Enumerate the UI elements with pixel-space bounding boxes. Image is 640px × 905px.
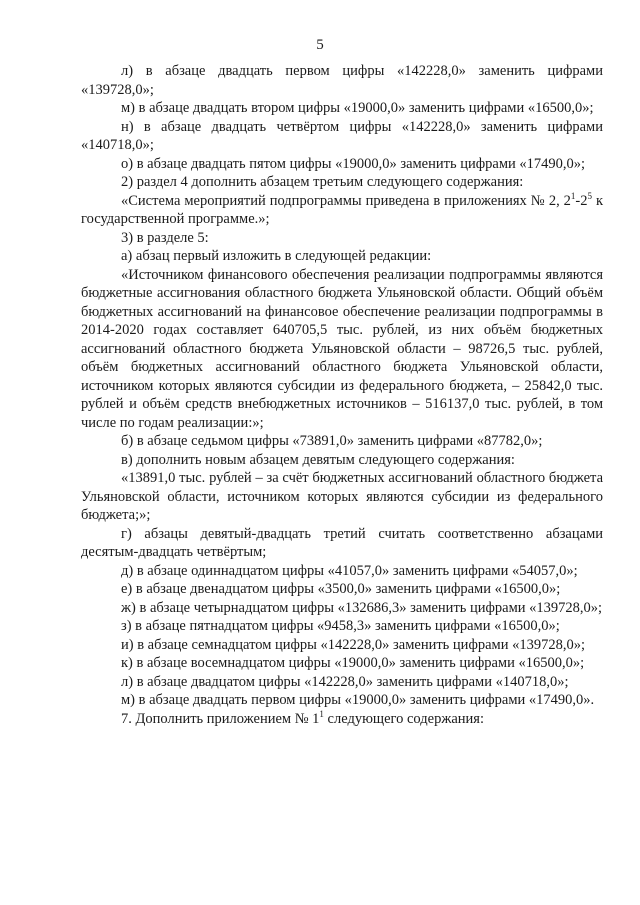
superscript: 1: [319, 708, 324, 719]
paragraph: [81, 192, 603, 229]
paragraph: в) дополнить новым абзацем девятым следующего содержания:: [121, 451, 515, 468]
paragraph: м) в абзаце двадцать втором цифры «19000,0» заменить цифрами «16500,0»;: [121, 100, 594, 116]
paragraph: м) в абзаце двадцать первом цифры «19000,0» заменить цифрами «17490,0».: [121, 692, 595, 708]
superscript: 1: [570, 190, 576, 201]
paragraph: г) абзацы девятый-двадцать третий считать соответственно абзацами десятым-двадцать четвёртым;: [81, 525, 603, 560]
paragraph: к) в абзаце восемнадцатом цифры «19000,0» заменить цифрами «16500,0»;: [121, 655, 585, 671]
paragraph: е) в абзаце двенадцатом цифры «3500,0» заменить цифрами «16500,0»;: [121, 581, 561, 597]
paragraph: [81, 710, 603, 729]
paragraph-text: следующего содержания:: [323, 710, 484, 727]
paragraph: 2) раздел 4 дополнить абзацем третьим следующего содержания:: [121, 174, 524, 190]
paragraph: н) в абзаце двадцать четвёртом цифры «142228,0» заменить цифрами «140718,0»;: [81, 118, 603, 153]
paragraph: «13891,0 тыс. рублей – за счёт бюджетных ассигнований областного бюджета Ульяновской области, источником которых являются субсидии из федерального бюджета;»;: [81, 470, 603, 523]
paragraph: о) в абзаце двадцать пятом цифры «19000,0» заменить цифрами «17490,0»;: [121, 155, 586, 172]
paragraph: «Источником финансового обеспечения реализации подпрограммы являются бюджетные ассигнования областного бюджета Ульяновской области. Общий объём бюджетных ассигнований на финансовое обеспечение реализации подпрограммы в 2014-2020 годах составляет 640705,5 тыс. рублей, из них объём бюджетных ассигнований областного бюджета Ульяновской области – 98726,5 тыс. рублей, объём бюджетных ассигнований областного бюджета Ульяновской области, источником которых являются субсидии из федерального бюджета, – 25842,0 тыс. рублей и объём средств внебюджетных источников – 516137,0 тыс. рублей, в том числе по годам реализации:»;: [81, 266, 603, 431]
document-body: [81, 62, 603, 728]
paragraph: и) в абзаце семнадцатом цифры «142228,0» заменить цифрами «139728,0»;: [121, 636, 585, 653]
paragraph: ж) в абзаце четырнадцатом цифры «132686,3» заменить цифрами «139728,0»;: [121, 599, 603, 616]
paragraph: з) в абзаце пятнадцатом цифры «9458,3» заменить цифрами «16500,0»;: [121, 618, 560, 634]
paragraph: л) в абзаце двадцатом цифры «142228,0» заменить цифрами «140718,0»;: [121, 673, 569, 690]
paragraph-text: 7. Дополнить приложением № 1: [121, 710, 320, 727]
paragraph: б) в абзаце седьмом цифры «73891,0» заменить цифрами «87782,0»;: [121, 433, 543, 449]
paragraph: а) абзац первый изложить в следующей редакции:: [121, 248, 432, 264]
paragraph: л) в абзаце двадцать первом цифры «142228,0» заменить цифрами «139728,0»;: [81, 63, 603, 98]
paragraph-text: «Система мероприятий подпрограммы приведена в приложениях № 2, 2: [121, 192, 571, 209]
superscript: 5: [587, 190, 592, 201]
page-number: 5: [316, 37, 324, 53]
paragraph: д) в абзаце одиннадцатом цифры «41057,0» заменить цифрами «54057,0»;: [121, 562, 578, 579]
paragraph: 3) в разделе 5:: [121, 229, 209, 246]
paragraph-text: -2: [575, 192, 588, 209]
paragraph-text: к государственной программе.»;: [81, 192, 603, 227]
